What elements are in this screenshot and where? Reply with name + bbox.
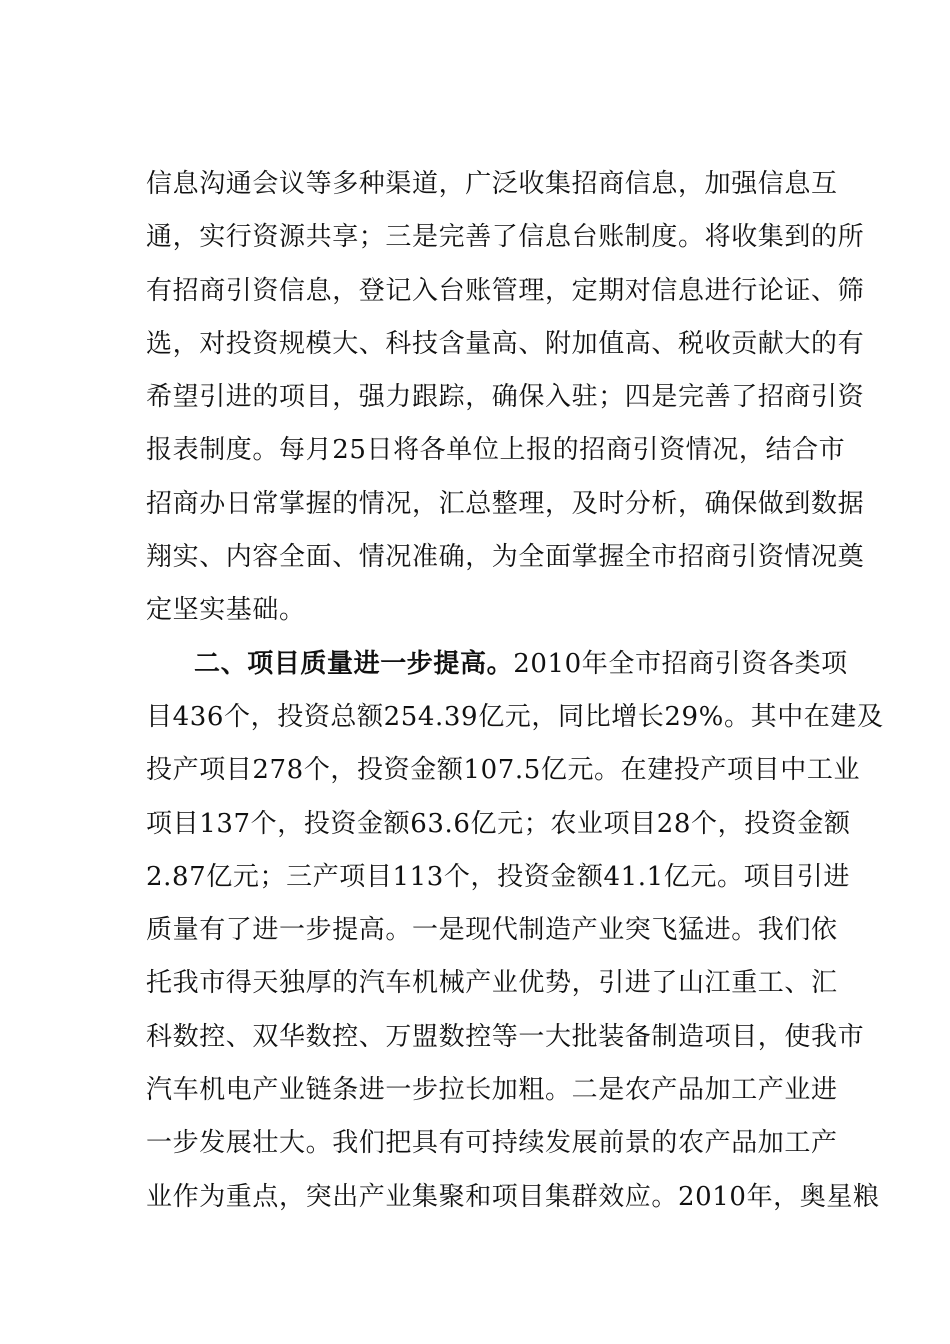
text-line: 2.87亿元；三产项目113个，投资金额41.1亿元。项目引进 <box>146 861 851 892</box>
text-line: 项目137个，投资金额63.6亿元；农业项目28个，投资金额 <box>146 808 851 839</box>
text-line: 汽车机电产业链条进一步拉长加粗。二是农产品加工产业进 <box>146 1075 838 1106</box>
text-line: 目436个，投资总额254.39亿元，同比增长29%。其中在建及 <box>146 701 884 732</box>
text-line: 希望引进的项目，强力跟踪，确保入驻；四是完善了招商引资 <box>146 382 865 413</box>
body-text <box>146 158 884 1224</box>
text-line: 托我市得天独厚的汽车机械产业优势，引进了山江重工、汇 <box>146 968 838 999</box>
text-line: 定坚实基础。 <box>146 595 306 626</box>
section-first-line-text: 2010年全市招商引资各类项 <box>513 648 848 679</box>
text-line: 一步发展壮大。我们把具有可持续发展前景的农产品加工产 <box>146 1128 838 1159</box>
text-line: 信息沟通会议等多种渠道，广泛收集招商信息，加强信息互 <box>146 169 838 199</box>
text-line: 通，实行资源共享；三是完善了信息台账制度。将收集到的所 <box>146 222 865 253</box>
text-line: 招商办日常掌握的情况，汇总整理，及时分析，确保做到数据 <box>146 488 865 519</box>
section-first-line <box>146 638 848 691</box>
text-line: 有招商引资信息，登记入台账管理，定期对信息进行论证、筛 <box>146 275 865 306</box>
text-line: 翔实、内容全面、情况准确，为全面掌握全市招商引资情况奠 <box>146 542 865 573</box>
text-line: 投产项目278个，投资金额107.5亿元。在建投产项目中工业 <box>146 755 861 786</box>
text-line: 质量有了进一步提高。一是现代制造产业突飞猛进。我们依 <box>146 915 838 946</box>
text-line: 选，对投资规模大、科技含量高、附加值高、税收贡献大的有 <box>146 328 865 359</box>
text-line: 业作为重点，突出产业集聚和项目集群效应。2010年，奥星粮 <box>146 1181 880 1212</box>
text-line: 报表制度。每月25日将各单位上报的招商引资情况，结合市 <box>146 435 846 466</box>
text-line: 科数控、双华数控、万盟数控等一大批装备制造项目，使我市 <box>146 1021 865 1052</box>
section-heading: 二、项目质量进一步提高。 <box>194 648 514 679</box>
